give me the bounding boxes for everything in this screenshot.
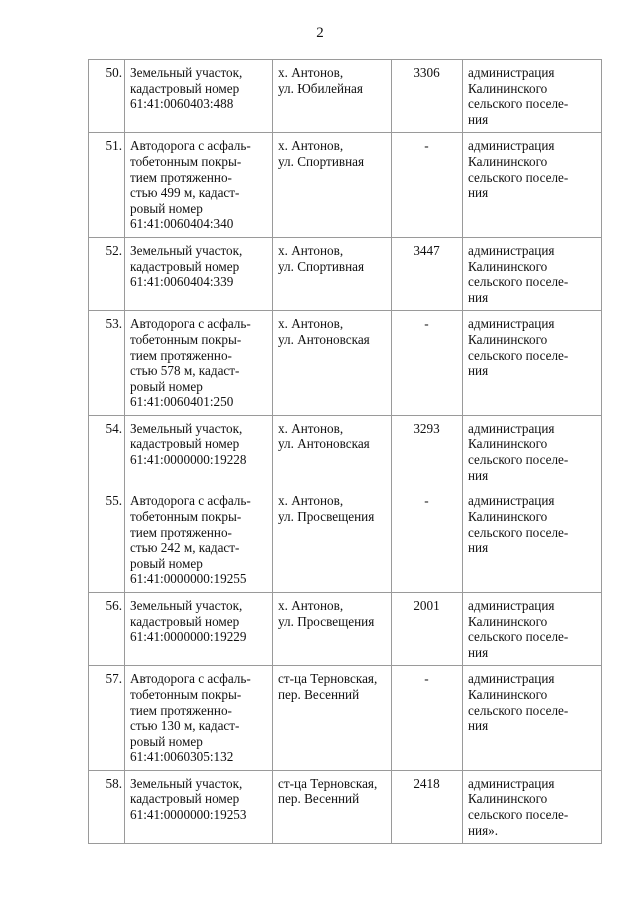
object-address: ст-ца Терновская, пер. Весенний <box>273 770 392 843</box>
object-address: х. Антонов, ул. Просвещения <box>273 488 392 592</box>
object-address: х. Антонов, ул. Просвещения <box>273 592 392 665</box>
table-row <box>89 592 602 665</box>
object-name: Автодорога с асфаль- тобетонным покры- тием протяженно- стью 499 м, кадаст- ровый номер 61:41:0060404:340 <box>125 133 273 238</box>
table-row <box>89 488 602 592</box>
object-owner: администрация Калининского сельского поселе- ния <box>463 133 602 238</box>
object-address: х. Антонов, ул. Юбилейная <box>273 60 392 133</box>
object-address: х. Антонов, ул. Антоновская <box>273 415 392 488</box>
row-number: 57. <box>89 666 125 771</box>
row-number: 58. <box>89 770 125 843</box>
object-address: х. Антонов, ул. Спортивная <box>273 133 392 238</box>
object-name: Земельный участок, кадастровый номер 61:41:0000000:19229 <box>125 592 273 665</box>
object-owner: администрация Калининского сельского поселе- ния <box>463 60 602 133</box>
table-row <box>89 770 602 843</box>
object-owner: администрация Калининского сельского поселе- ния <box>463 415 602 488</box>
object-owner: администрация Калининского сельского поселе- ния <box>463 666 602 771</box>
object-owner: администрация Калининского сельского поселе- ния». <box>463 770 602 843</box>
row-number: 51. <box>89 133 125 238</box>
object-address: х. Антонов, ул. Спортивная <box>273 237 392 310</box>
object-owner: администрация Калининского сельского поселе- ния <box>463 237 602 310</box>
object-area: 3306 <box>392 60 463 133</box>
table-row <box>89 237 602 310</box>
object-name: Автодорога с асфаль- тобетонным покры- тием протяженно- стью 242 м, кадаст- ровый номер 61:41:0000000:19255 <box>125 488 273 592</box>
object-address: ст-ца Терновская, пер. Весенний <box>273 666 392 771</box>
table-row <box>89 666 602 771</box>
object-address: х. Антонов, ул. Антоновская <box>273 311 392 416</box>
object-area: - <box>392 311 463 416</box>
object-area: 3447 <box>392 237 463 310</box>
row-number: 50. <box>89 60 125 133</box>
object-area: 2001 <box>392 592 463 665</box>
object-name: Автодорога с асфаль- тобетонным покры- тием протяженно- стью 130 м, кадаст- ровый номер 61:41:0060305:132 <box>125 666 273 771</box>
object-area: - <box>392 133 463 238</box>
object-area: - <box>392 488 463 592</box>
object-name: Земельный участок, кадастровый номер 61:41:0000000:19228 <box>125 415 273 488</box>
object-name: Земельный участок, кадастровый номер 61:41:0060403:488 <box>125 60 273 133</box>
table-row <box>89 133 602 238</box>
object-area: - <box>392 666 463 771</box>
property-table <box>88 59 602 844</box>
object-owner: администрация Калининского сельского поселе- ния <box>463 488 602 592</box>
object-owner: администрация Калининского сельского поселе- ния <box>463 311 602 416</box>
object-owner: администрация Калининского сельского поселе- ния <box>463 592 602 665</box>
table-row <box>89 415 602 488</box>
object-name: Земельный участок, кадастровый номер 61:41:0060404:339 <box>125 237 273 310</box>
row-number: 56. <box>89 592 125 665</box>
row-number: 54. <box>89 415 125 488</box>
row-number: 55. <box>89 488 125 592</box>
page-number: 2 <box>316 25 324 41</box>
table-row <box>89 311 602 416</box>
object-name: Земельный участок, кадастровый номер 61:41:0000000:19253 <box>125 770 273 843</box>
object-area: 2418 <box>392 770 463 843</box>
table-row <box>89 60 602 133</box>
row-number: 53. <box>89 311 125 416</box>
row-number: 52. <box>89 237 125 310</box>
object-name: Автодорога с асфаль- тобетонным покры- тием протяженно- стью 578 м, кадаст- ровый номер 61:41:0060401:250 <box>125 311 273 416</box>
object-area: 3293 <box>392 415 463 488</box>
